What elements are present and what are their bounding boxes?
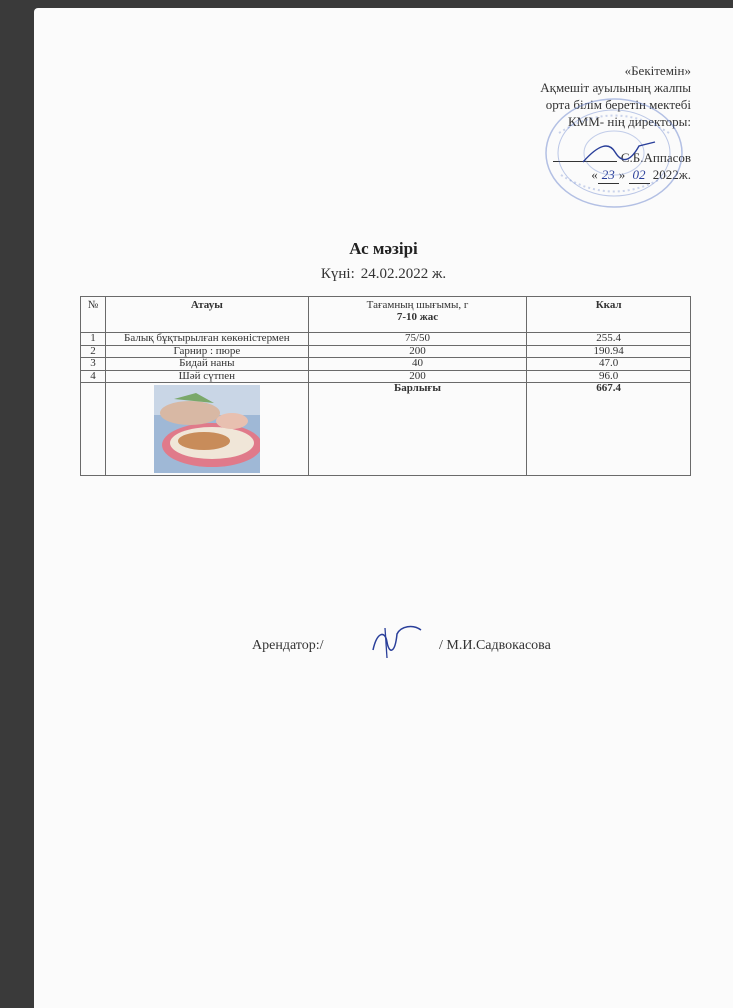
row-kcal: 96.0 bbox=[527, 370, 691, 383]
date-quote-open: « bbox=[591, 167, 598, 182]
header-output-age: 7-10 жас bbox=[396, 310, 439, 323]
row-output: 200 bbox=[308, 345, 527, 358]
document-page bbox=[34, 8, 733, 1008]
header-name: Атауы bbox=[105, 297, 308, 333]
date-value: 24.02.2022 ж. bbox=[360, 266, 447, 282]
director-signature-icon bbox=[579, 138, 659, 168]
table-row bbox=[81, 333, 691, 346]
header-output bbox=[308, 297, 527, 333]
approval-line-2: Ақмешіт ауылының жалпы bbox=[540, 80, 691, 95]
row-name: Гарнир : пюре bbox=[105, 345, 308, 358]
header-kcal: Ккал bbox=[527, 297, 691, 333]
row-kcal: 190.94 bbox=[527, 345, 691, 358]
table-row bbox=[81, 370, 691, 383]
food-photo-cell bbox=[105, 383, 308, 476]
total-label: Барлығы bbox=[308, 383, 527, 476]
row-name: Балық бұқтырылған көкөністермен bbox=[105, 333, 308, 346]
date-month: 02 bbox=[629, 166, 650, 184]
table-header-row bbox=[81, 297, 691, 333]
tenant-role: Арендатор:/ bbox=[252, 638, 324, 653]
date-day: 23 bbox=[598, 166, 619, 184]
row-kcal: 255.4 bbox=[527, 333, 691, 346]
page-title: Ас мәзірі bbox=[349, 239, 418, 258]
row-no: 3 bbox=[81, 358, 106, 371]
row-output: 200 bbox=[308, 370, 527, 383]
row-output: 40 bbox=[308, 358, 527, 371]
total-kcal: 667.4 bbox=[527, 383, 691, 476]
director-name: С.Б.Аппасов bbox=[620, 150, 691, 165]
date-label: Күні: bbox=[320, 266, 355, 282]
row-output: 75/50 bbox=[308, 333, 527, 346]
header-no: № bbox=[81, 297, 106, 333]
menu-table bbox=[80, 296, 691, 476]
row-no: 1 bbox=[81, 333, 106, 346]
header-output-label: Тағамның шығымы, г bbox=[366, 299, 469, 311]
table-total-row bbox=[81, 383, 691, 476]
row-kcal: 47.0 bbox=[527, 358, 691, 371]
tenant-signature-icon bbox=[367, 620, 427, 660]
date-year: 2022ж. bbox=[652, 167, 691, 182]
table-row bbox=[81, 345, 691, 358]
approval-line-3: орта білім беретін мектебі bbox=[545, 97, 691, 112]
date-quote-close: » bbox=[618, 167, 626, 182]
menu-date bbox=[34, 266, 733, 283]
tenant-name: / М.И.Садвокасова bbox=[439, 638, 551, 653]
approval-line-1: «Бекітемін» bbox=[624, 63, 691, 78]
row-no: 2 bbox=[81, 345, 106, 358]
food-photo-icon bbox=[154, 385, 260, 473]
row-name: Шәй сүтпен bbox=[105, 370, 308, 383]
row-name: Бидай наны bbox=[105, 358, 308, 371]
approval-line-4: КММ- нің директоры: bbox=[568, 114, 691, 129]
table-row bbox=[81, 358, 691, 371]
row-no: 4 bbox=[81, 370, 106, 383]
